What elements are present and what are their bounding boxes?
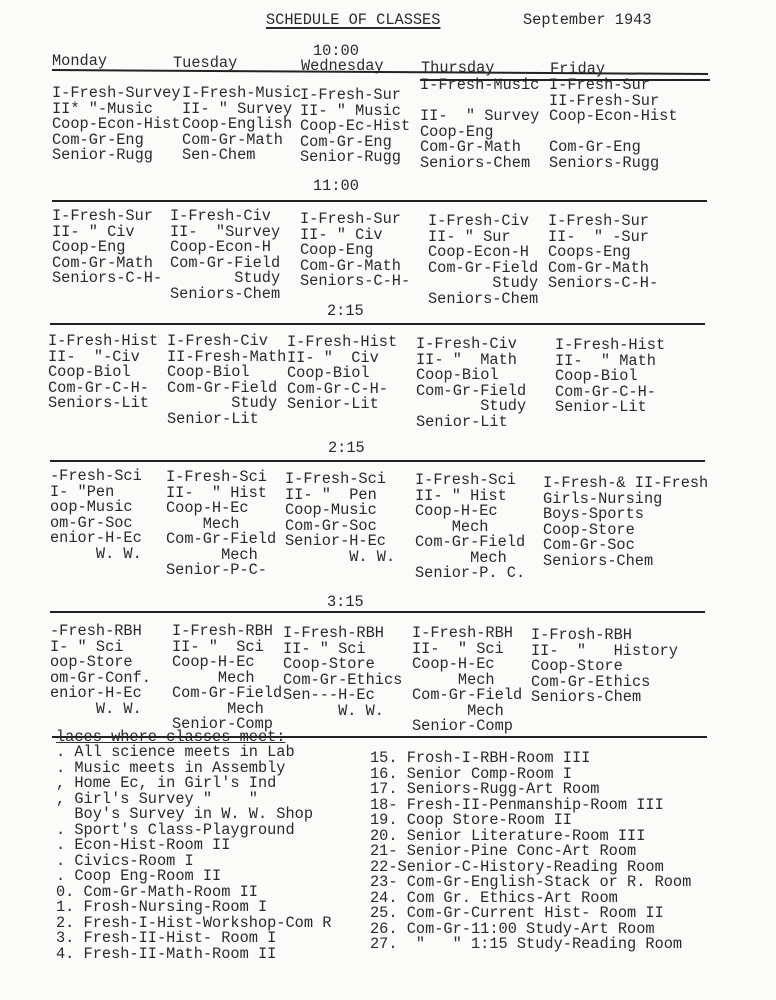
time-slot-label: 11:00 [313,177,359,195]
class-entry: Com-Gr-Math [52,253,153,272]
place-list-item: , Girl's Survey " " [56,789,258,808]
places-list-left [56,745,331,962]
schedule-cell-tuesday [166,470,276,579]
class-entry: Com-Gr-Field [170,253,281,272]
class-entry: Com-Gr-Math [300,256,401,275]
class-entry: Com-Gr-Math [548,258,649,277]
class-entry: Coop-English [182,115,293,133]
schedule-cell-monday [52,209,162,287]
class-entry: Com-Gr-Eng [549,138,641,156]
class-entry: Senior-H-Ec [285,532,386,550]
schedule-cell-wednesday [287,335,397,413]
places-heading: laces where classes meet: [56,728,286,746]
place-list-item: . Coop Eng-Room II [56,867,222,885]
schedule-cell-tuesday [170,209,280,302]
class-entry: Mech [166,514,240,533]
schedule-cell-thursday [428,214,538,307]
class-entry: Coop-Store [543,520,635,539]
class-entry: I- " Sci [50,637,124,656]
class-entry: Coop-Ec-Hist [300,117,411,135]
class-entry: Seniors-Chem [531,688,642,706]
day-header-wednesday: Wednesday [301,57,384,75]
place-list-item: , Home Ec, in Girl's Ind [56,774,277,792]
class-entry: I-Fresh-Sci [415,471,516,489]
class-entry: I-Fresh-Music [420,76,540,94]
class-entry: Coop-H-Ec [415,502,498,520]
class-entry: Seniors-Chem [543,551,654,570]
class-entry: W. W. [50,544,142,563]
class-entry: Com-Gr-Field [172,684,283,702]
class-entry: Seniors-C-H- [52,269,163,287]
class-entry: Senior-P. C. [415,564,526,582]
day-header-thursday: Thursday [421,59,495,77]
schedule-cell-monday [50,469,142,562]
class-entry: Seniors-C-H- [548,274,659,292]
class-entry: I-Fresh-Hist [48,332,159,350]
class-entry: II- "Survey [170,222,281,241]
class-entry: Coop-Eng [300,241,374,259]
class-entry: Boys-Sports [543,505,644,523]
place-list-item: . Civics-Room I [56,851,194,870]
class-entry: Senior-P-C- [166,561,267,579]
class-entry: Com-Gr-Math [420,138,521,156]
document-title: SCHEDULE OF CLASSES [266,11,441,29]
place-list-item: 19. Coop Store-Room II [370,811,572,829]
class-entry: Com-Gr-Ethics [283,670,403,689]
place-list-item: . Sport's Class-Playground [56,820,295,839]
class-entry: I- "Pen [50,482,115,501]
class-entry: Coop-Biol [167,363,250,381]
class-entry: Senior-Lit [416,412,508,431]
class-entry: Mech [415,548,507,567]
class-entry: enior-H-Ec [50,684,142,702]
class-entry: Coop-Biol [48,363,131,381]
class-entry: II* "-Music [52,99,153,118]
class-entry: Coop-Biol [287,364,370,382]
class-entry: Senior-Comp [172,715,273,733]
class-entry: II- " Hist [415,486,507,505]
place-list-item: 4. Fresh-II-Math-Room II [56,944,277,963]
schedule-cell-wednesday [300,88,410,166]
class-entry: Study [428,274,539,292]
class-entry: W. W. [283,701,384,720]
class-entry: II- " Civ [52,222,135,241]
class-entry: Coop-Eng [52,238,126,256]
schedule-cell-friday [555,338,665,416]
day-header-friday: Friday [550,60,606,78]
class-entry: II-Fresh-Sur [549,91,660,110]
schedule-cell-wednesday [285,472,395,565]
class-entry: I-Fresh-Civ [167,332,268,350]
class-entry: I-Fresh-RBH [172,622,273,640]
class-entry: Mech [172,668,255,687]
class-entry: Coop-Biol [555,367,638,385]
class-entry: II- " Survey [182,99,293,118]
class-entry: Senior-Lit [287,395,379,413]
schedule-cell-monday [52,86,181,164]
place-list-item: 22-Senior-C-History-Reading Room [370,857,664,876]
class-entry: II- " Sur [428,227,511,246]
class-entry: II- " Survey [420,107,540,125]
place-list-item: 1. Frosh-Nursing-Room I [56,898,268,916]
class-entry: I-Fresh-RBH [412,624,513,642]
class-entry: Com-Gr-Field [428,258,539,277]
class-entry: I-Fresh-Sur [548,212,649,230]
class-entry: I-Fresh-Survey [52,84,181,102]
class-entry: Girls-Nursing [543,489,663,508]
class-entry: Coops-Eng [548,243,631,261]
section-rule [50,323,705,325]
class-entry: I-Fresh-& II-Fresh [543,474,709,492]
class-entry: I-Fresh-Civ [416,335,517,353]
place-list-item: 2. Fresh-I-Hist-Workshop-Com R [56,913,332,932]
schedule-cell-wednesday [283,626,402,719]
class-entry: Com-Gr-Field [166,530,277,548]
class-entry: Coop-Econ-Hist [549,107,678,125]
class-entry: II- "-Civ [48,347,140,366]
class-entry: Study [167,394,278,412]
class-entry: Com-Gr-Field [415,533,526,551]
schedule-cell-thursday [415,473,525,582]
place-list-item: . All science meets in Lab [56,743,295,761]
class-entry: Seniors-Chem [428,289,539,308]
place-list-item: 3. Fresh-II-Hist- Room I [56,929,277,947]
class-entry: I-Fresh-Sur [52,207,153,225]
class-entry: II- " History [531,641,678,660]
document-date: September 1943 [523,11,652,29]
place-list-item: 18- Fresh-II-Penmanship-Room III [370,795,664,814]
place-list-item: 16. Senior Comp-Room I [370,764,572,783]
class-entry: Coop-H-Ec [172,653,255,671]
class-entry: I-Fresh-Sci [166,468,267,486]
class-entry: II- " Civ [287,348,379,367]
class-entry: II- " Math [555,351,656,370]
class-entry: Study [416,397,527,415]
place-list-item: 24. Com Gr. Ethics-Art Room [370,888,618,907]
class-entry: I-Fresh-Sur [300,86,401,104]
class-entry: -Fresh-Sci [50,467,142,485]
class-entry: Coop-Econ-H [428,243,529,261]
class-entry: Coop-H-Ec [166,499,249,517]
class-entry: I-Fresh-Sur [300,210,401,228]
time-slot-label: 2:15 [327,302,364,320]
place-list-item: 23- Com-Gr-English-Stack or R. Room [370,873,692,891]
class-entry: II- " Hist [166,483,267,502]
schedule-cell-thursday [416,337,526,430]
place-list-item: 15. Frosh-I-RBH-Room III [370,749,591,767]
class-entry: Com-Gr-Eng [300,132,392,151]
class-entry: Senior-Lit [167,409,259,428]
class-entry: Com-Gr-Field [167,378,278,397]
class-entry: Sen---H-Ec [283,686,375,704]
schedule-cell-tuesday [172,624,282,733]
class-entry: Seniors-C-H- [300,272,411,290]
schedule-cell-tuesday [182,86,301,164]
class-entry: Com-Gr-Soc [285,516,377,535]
place-list-item: . Music meets in Assembly [56,758,286,777]
class-entry: Senior-Rugg [300,148,401,166]
schedule-cell-friday [548,214,658,292]
class-entry: Com-Gr-C-H- [555,382,656,401]
class-entry: I-Fresh-Civ [170,207,271,225]
class-entry: om-Gr-Soc [50,513,133,532]
class-entry: Com-Gr-Field [416,381,527,400]
class-entry: Com-Gr-Math [182,130,283,149]
place-list-item: 21- Senior-Pine Conc-Art Room [370,842,637,860]
place-list-item: 20. Senior Literature-Room III [370,826,646,845]
place-list-item: Boy's Survey in W. W. Shop [56,805,314,823]
class-entry: enior-H-Ec [50,529,142,547]
place-list-item: 25. Com-Gr-Current Hist- Room II [370,904,664,922]
class-entry: -Fresh-RBH [50,622,142,640]
schedule-cell-monday [50,624,151,717]
schedule-cell-tuesday [167,334,286,427]
class-entry: I-Fresh-Sur [549,76,650,94]
class-entry: Mech [172,699,264,718]
class-entry: Coop-Econ-Hist [52,115,181,133]
class-entry: Com-Gr-Field [412,686,523,704]
class-entry: Mech [412,670,495,689]
place-list-item: . Econ-Hist-Room II [56,836,231,854]
class-entry: Seniors-Chem [420,153,531,172]
schedule-cell-wednesday [300,212,410,290]
class-entry: II- " Sci [283,639,366,658]
class-entry: Com-Gr-C-H- [48,378,149,397]
schedule-cell-friday [549,78,678,171]
class-entry: W. W. [50,699,142,718]
class-entry: Coop-H-Ec [412,655,495,673]
class-entry: Com-Gr-Ethics [531,672,651,691]
class-entry: Com-Gr-Eng [52,130,144,149]
class-entry: Mech [415,517,489,536]
class-entry: II- " Pen [285,485,377,504]
schedule-cell-thursday [420,78,539,171]
time-slot-label: 10:00 [313,42,359,60]
class-entry: II- " Civ [300,225,383,244]
class-entry: II- " Math [416,350,517,369]
class-entry: I-Fresh-Hist [555,336,666,354]
time-slot-label: 2:15 [328,439,365,457]
class-entry: Coop-Eng [420,122,494,141]
class-entry: om-Gr-Conf. [50,668,151,687]
class-entry: Seniors-Lit [48,394,149,412]
time-slot-label: 3:15 [327,593,364,611]
class-entry: Senior-Lit [555,398,647,416]
section-rule [50,460,705,462]
class-entry: Com-Gr-C-H- [287,379,388,398]
section-rule [50,611,705,613]
class-entry: Mech [166,545,258,564]
place-list-item: 17. Seniors-Rugg-Art Room [370,780,600,798]
class-entry: Seniors-Rugg [549,153,660,172]
class-entry: Seniors-Chem [170,284,281,303]
class-entry: Coop-Store [531,657,623,675]
class-entry: Coop-Econ-H [170,238,271,256]
section-rule [52,200,707,202]
class-entry: I-Fresh-Civ [428,212,529,230]
schedule-cell-friday [543,476,708,569]
class-entry: I-Fresh-Music [182,84,302,102]
class-entry: I-Frosh-RBH [531,626,632,644]
class-entry: Senior-Rugg [52,146,153,164]
place-list-item: 27. " " 1:15 Study-Reading Room [370,935,683,953]
class-entry: I-Fresh-Hist [287,333,398,351]
class-entry: Sen-Chem [182,146,256,164]
schedule-cell-thursday [412,626,522,735]
class-entry: Com-Gr-Soc [543,536,635,554]
place-list-item: 0. Com-Gr-Math-Room II [56,882,258,901]
place-list-item: 26. Com-Gr-11:00 Study-Art Room [370,919,655,938]
class-entry: II-Fresh-Math [167,347,287,366]
class-entry: W. W. [285,547,396,566]
class-entry: II- " Sci [172,637,264,656]
class-entry: I-Fresh-Sci [285,470,386,488]
class-entry: Coop-Music [285,501,377,519]
class-entry: Coop-Store [283,655,375,673]
class-entry: II- " -Sur [548,227,649,246]
day-header-monday: Monday [52,52,108,70]
class-entry: II- " Sci [412,639,504,658]
class-entry: I-Fresh-RBH [283,624,384,642]
day-header-tuesday: Tuesday [173,54,238,72]
class-entry: Study [170,269,281,287]
class-entry: oop-Store [50,653,133,671]
class-entry: Senior-Comp [412,717,513,735]
class-entry: Coop-Biol [416,366,499,384]
schedule-cell-monday [48,334,158,412]
schedule-cell-friday [531,628,678,706]
class-entry: oop-Music [50,498,133,516]
class-entry: II- " Music [300,101,401,120]
class-entry: Mech [412,701,504,720]
places-list-right [370,751,691,953]
